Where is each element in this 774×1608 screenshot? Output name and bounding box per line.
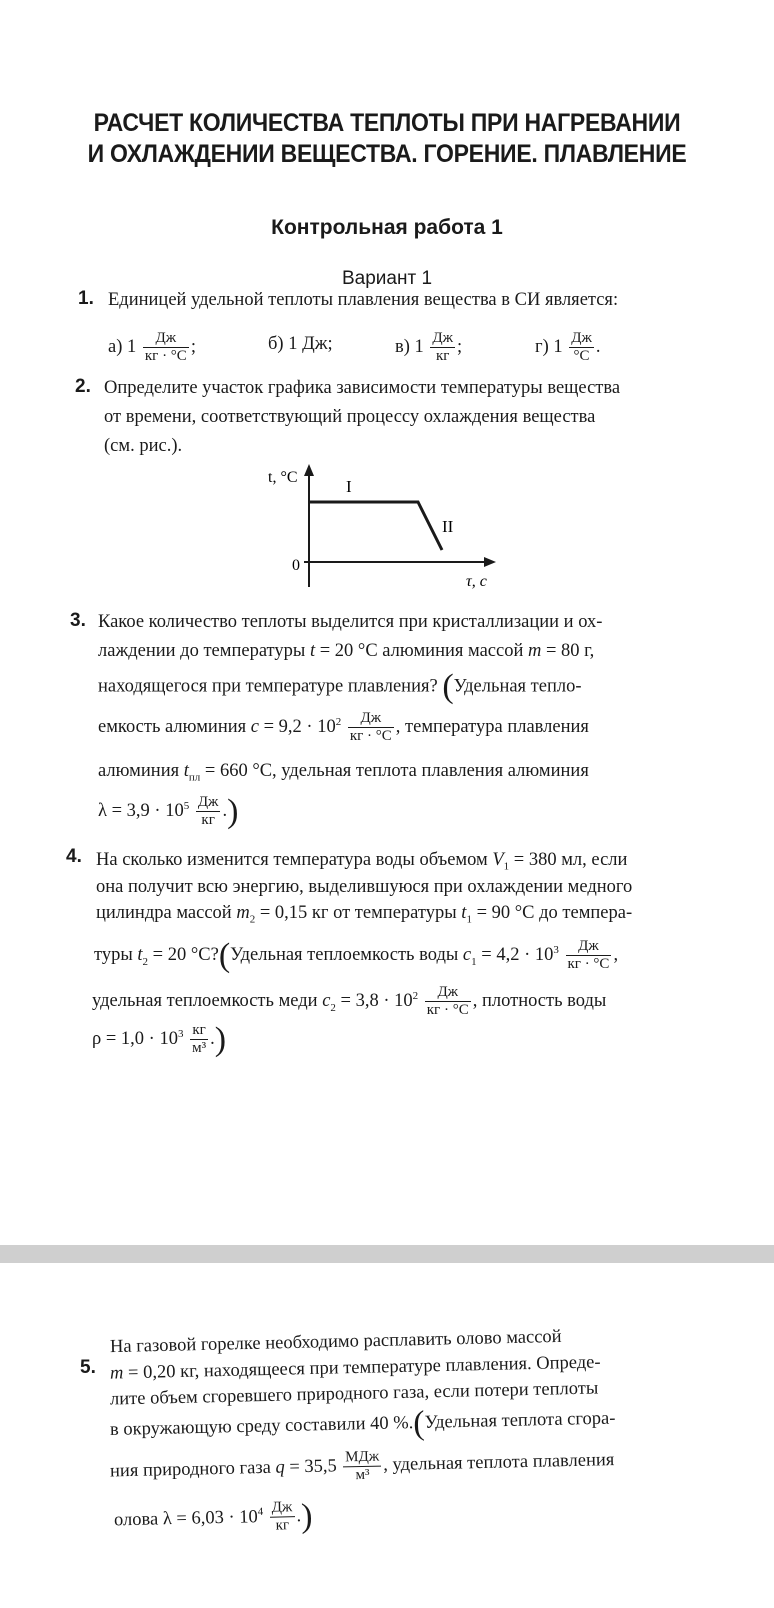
variant-label: Вариант 1 <box>341 268 433 289</box>
question-line: $\rho = 1,0 \cdot 10^3$ $\frac{кг}{\text{м³}}$ .) <box>92 1020 227 1058</box>
question-line: она получит всю энергию, выделившуюся при охлаждении медного <box>96 877 633 897</box>
question-line: от времени, соответствующий процессу охлаждения вещества <box>104 407 596 427</box>
question-line: олова $\lambda = 6,03 \cdot 10^4$ $\frac{Дж}{кг}$ .) <box>113 1497 313 1535</box>
answer-b: б) 1 Дж; <box>268 334 333 354</box>
question-line: лите объем сгоревшего природного газа, если потери теплоты <box>109 1378 599 1410</box>
question-line: m = 0,20 кг, находящееся при температуре плавления. Опреде- <box>109 1352 601 1384</box>
origin-label: 0 <box>292 557 300 574</box>
question-text: Единицей удельной теплоты плавления вещества в СИ является: <box>108 290 619 310</box>
graph-line <box>309 502 442 550</box>
question-line: Какое количество теплоты выделится при кристаллизации и ох- <box>98 612 603 632</box>
question-line: ния природного газа q = 35,5 $\frac{\text{МДж}}{\text{м³}}$ , удельная теплота плавления <box>109 1448 615 1484</box>
question-number: 2. <box>75 376 91 397</box>
question-number: 3. <box>70 610 86 631</box>
answer-d: г) 1 $\frac{Дж}{^\circ С}$ . <box>535 330 601 364</box>
y-axis-label: t, °С <box>268 469 298 486</box>
question-line: удельная теплоемкость меди $c_2 = 3,8 \cdot 10^2$ $\frac{Дж}{кг \cdot ^\circ С}$ , плотность воды <box>92 984 607 1019</box>
question-number: 4. <box>66 846 82 867</box>
question-line: цилиндра массой $m_2 = 0,15$ кг от температуры $t_1 = 90$ °С до темпера- <box>96 903 633 926</box>
question-line: $\lambda = 3,9 \cdot 10^5$ $\frac{Дж}{кг}$ .) <box>98 792 239 830</box>
page-divider <box>0 1245 774 1263</box>
answer-c: в) 1 $\frac{Дж}{кг}$ ; <box>395 330 463 364</box>
question-line: (см. рис.). <box>104 436 183 456</box>
question-line: На газовой горелке необходимо расплавить олово массой <box>109 1326 562 1358</box>
question-line: На сколько изменится температура воды объемом $V_1 = 380$ мл, если <box>96 850 628 873</box>
segment-label-1: I <box>346 477 352 496</box>
question-line: емкость алюминия $c = 9,2 \cdot 10^2$ $\frac{Дж}{кг \cdot ^\circ С}$ , температура плавления <box>98 710 589 745</box>
x-axis-label: τ, с <box>466 573 487 590</box>
question-line: туры $t_2 = 20$ °С?(Удельная теплоемкость воды $c_1 = 4,2 \cdot 10^3$ $\frac{Дж}{кг \cdot ^\circ С}$ , <box>94 936 619 974</box>
segment-label-2: II <box>442 517 454 536</box>
question-line: Определите участок графика зависимости температуры вещества <box>104 378 621 398</box>
question-line: в окружающую среду составили 40 %.(Удельная теплота сгора- <box>109 1404 616 1442</box>
title-line-2: И ОХЛАЖДЕНИИ ВЕЩЕСТВА. ГОРЕНИЕ. ПЛАВЛЕНИЕ <box>87 140 687 168</box>
question-line: находящегося при температуре плавления? (Удельная тепло- <box>98 668 582 705</box>
question-line: алюминия $t_{пл} = 660$ °С, удельная теплота плавления алюминия <box>98 761 589 784</box>
question-line: лаждении до температуры t = 20 °С алюминия массой m = 80 г, <box>98 641 595 661</box>
temperature-time-graph <box>260 462 520 592</box>
title-line-1: РАСЧЕТ КОЛИЧЕСТВА ТЕПЛОТЫ ПРИ НАГРЕВАНИИ <box>93 109 681 137</box>
answer-a: а) 1 $\frac{Дж}{кг \cdot ^\circ С}$ ; <box>108 330 196 364</box>
page-2 <box>0 1263 774 1608</box>
question-number: 1. <box>78 288 94 309</box>
question-number: 5. <box>80 1357 96 1378</box>
y-axis-arrow <box>304 464 314 476</box>
x-axis-arrow <box>484 557 496 567</box>
subtitle: Контрольная работа 1 <box>271 216 503 239</box>
